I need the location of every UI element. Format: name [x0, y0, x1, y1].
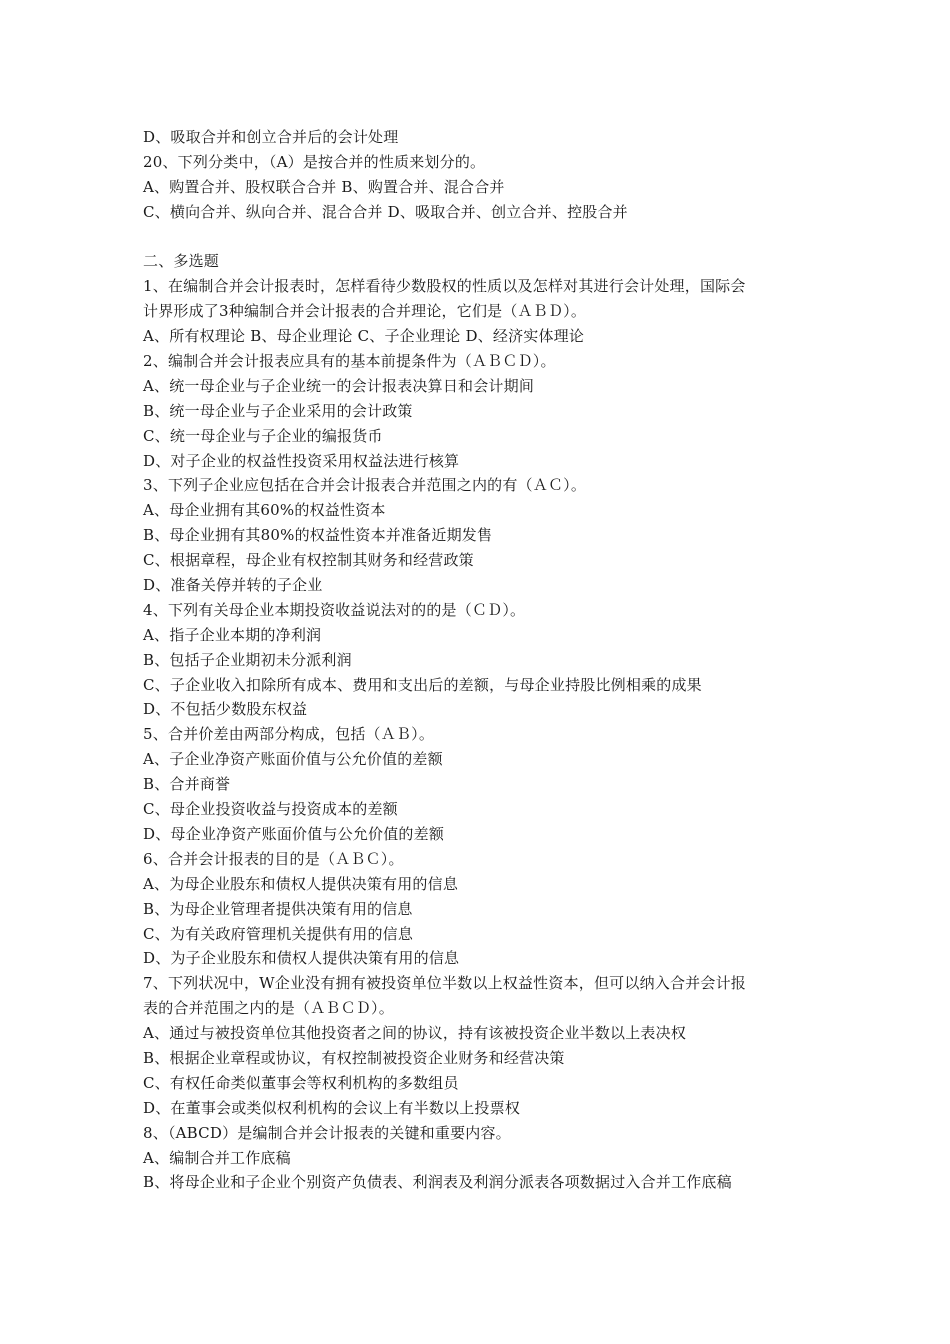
text-line: 3、下列子企业应包括在合并会计报表合并范围之内的有（ＡＣ）。: [143, 476, 587, 495]
text-line: 表的合并范围之内的是（ＡＢＣＤ）。: [143, 999, 394, 1018]
text-line: B、包括子企业期初未分派利润: [143, 650, 352, 669]
text-line: D、为子企业股东和债权人提供决策有用的信息: [143, 949, 460, 968]
text-line: B、根据企业章程或协议，有权控制被投资企业财务和经营决策: [143, 1048, 565, 1067]
text-line: D、准备关停并转的子企业: [143, 576, 323, 595]
text-line: 7、下列状况中，W企业没有拥有被投资单位半数以上权益性资本，但可以纳入合并会计报: [143, 974, 746, 993]
text-line: C、有权任命类似董事会等权利机构的多数组员: [143, 1073, 459, 1092]
text-line: A、编制合并工作底稿: [143, 1148, 291, 1167]
text-line: A、为母企业股东和债权人提供决策有用的信息: [143, 874, 459, 893]
text-line: A、购置合并、股权联合合并 B、购置合并、混合合并: [143, 177, 505, 196]
text-line: A、子企业净资产账面价值与公允价值的差额: [143, 750, 443, 769]
text-line: 20、下列分类中，（A）是按合并的性质来划分的。: [143, 152, 486, 171]
text-line: C、子企业收入扣除所有成本、费用和支出后的差额，与母企业持股比例相乘的成果: [143, 675, 702, 694]
text-line: B、母企业拥有其80%的权益性资本并准备近期发售: [143, 526, 493, 545]
text-line: A、通过与被投资单位其他投资者之间的协议，持有该被投资企业半数以上表决权: [143, 1024, 687, 1043]
text-line: D、母企业净资产账面价值与公允价值的差额: [143, 824, 445, 843]
text-line: A、统一母企业与子企业统一的会计报表决算日和会计期间: [143, 376, 535, 395]
text-line: C、根据章程，母企业有权控制其财务和经营政策: [143, 551, 474, 570]
text-line: 5、合并价差由两部分构成，包括（ＡＢ）。: [143, 725, 435, 744]
section-heading: 二、多选题: [143, 252, 220, 271]
text-line: D、对子企业的权益性投资采用权益法进行核算: [143, 451, 460, 470]
text-line: 2、编制合并会计报表应具有的基本前提条件为（ＡＢＣＤ）。: [143, 352, 556, 371]
text-line: A、所有权理论 B、母企业理论 C、子企业理论 D、经济实体理论: [143, 327, 585, 346]
text-line: D、吸取合并和创立合并后的会计处理: [143, 128, 399, 146]
text-line: C、母企业投资收益与投资成本的差额: [143, 800, 398, 819]
top-section: [143, 125, 823, 225]
text-line: A、母企业拥有其60%的权益性资本: [143, 501, 386, 520]
text-line: B、为母企业管理者提供决策有用的信息: [143, 899, 413, 918]
text-line: C、为有关政府管理机关提供有用的信息: [143, 924, 414, 943]
text-line: 6、合并会计报表的目的是（ＡＢＣ）。: [143, 849, 404, 868]
blank-line: [143, 225, 823, 250]
text-line: 4、下列有关母企业本期投资收益说法对的的是（ＣＤ）。: [143, 600, 526, 619]
text-line: C、横向合并、纵向合并、混合合并 D、吸取合并、创立合并、控股合并: [143, 202, 628, 221]
text-line: D、不包括少数股东权益: [143, 700, 308, 719]
text-line: D、在董事会或类似权利机构的会议上有半数以上投票权: [143, 1098, 521, 1117]
text-line: 8、（ABCD）是编制合并会计报表的关键和重要内容。: [143, 1123, 511, 1142]
text-line: B、将母企业和子企业个别资产负债表、利润表及利润分派表各项数据过入合并工作底稿: [143, 1173, 732, 1192]
text-line: A、指子企业本期的净利润: [143, 625, 322, 644]
text-line: B、统一母企业与子企业采用的会计政策: [143, 401, 413, 420]
text-line: 1、在编制合并会计报表时，怎样看待少数股权的性质以及怎样对其进行会计处理，国际会: [143, 277, 746, 296]
text-line: 计界形成了3种编制合并会计报表的合并理论，它们是（ＡＢＤ）。: [143, 302, 587, 321]
document-body: [143, 125, 823, 1195]
text-line: C、统一母企业与子企业的编报货币: [143, 426, 383, 445]
multi-choice-section: [143, 274, 823, 1195]
text-line: B、合并商誉: [143, 775, 231, 794]
